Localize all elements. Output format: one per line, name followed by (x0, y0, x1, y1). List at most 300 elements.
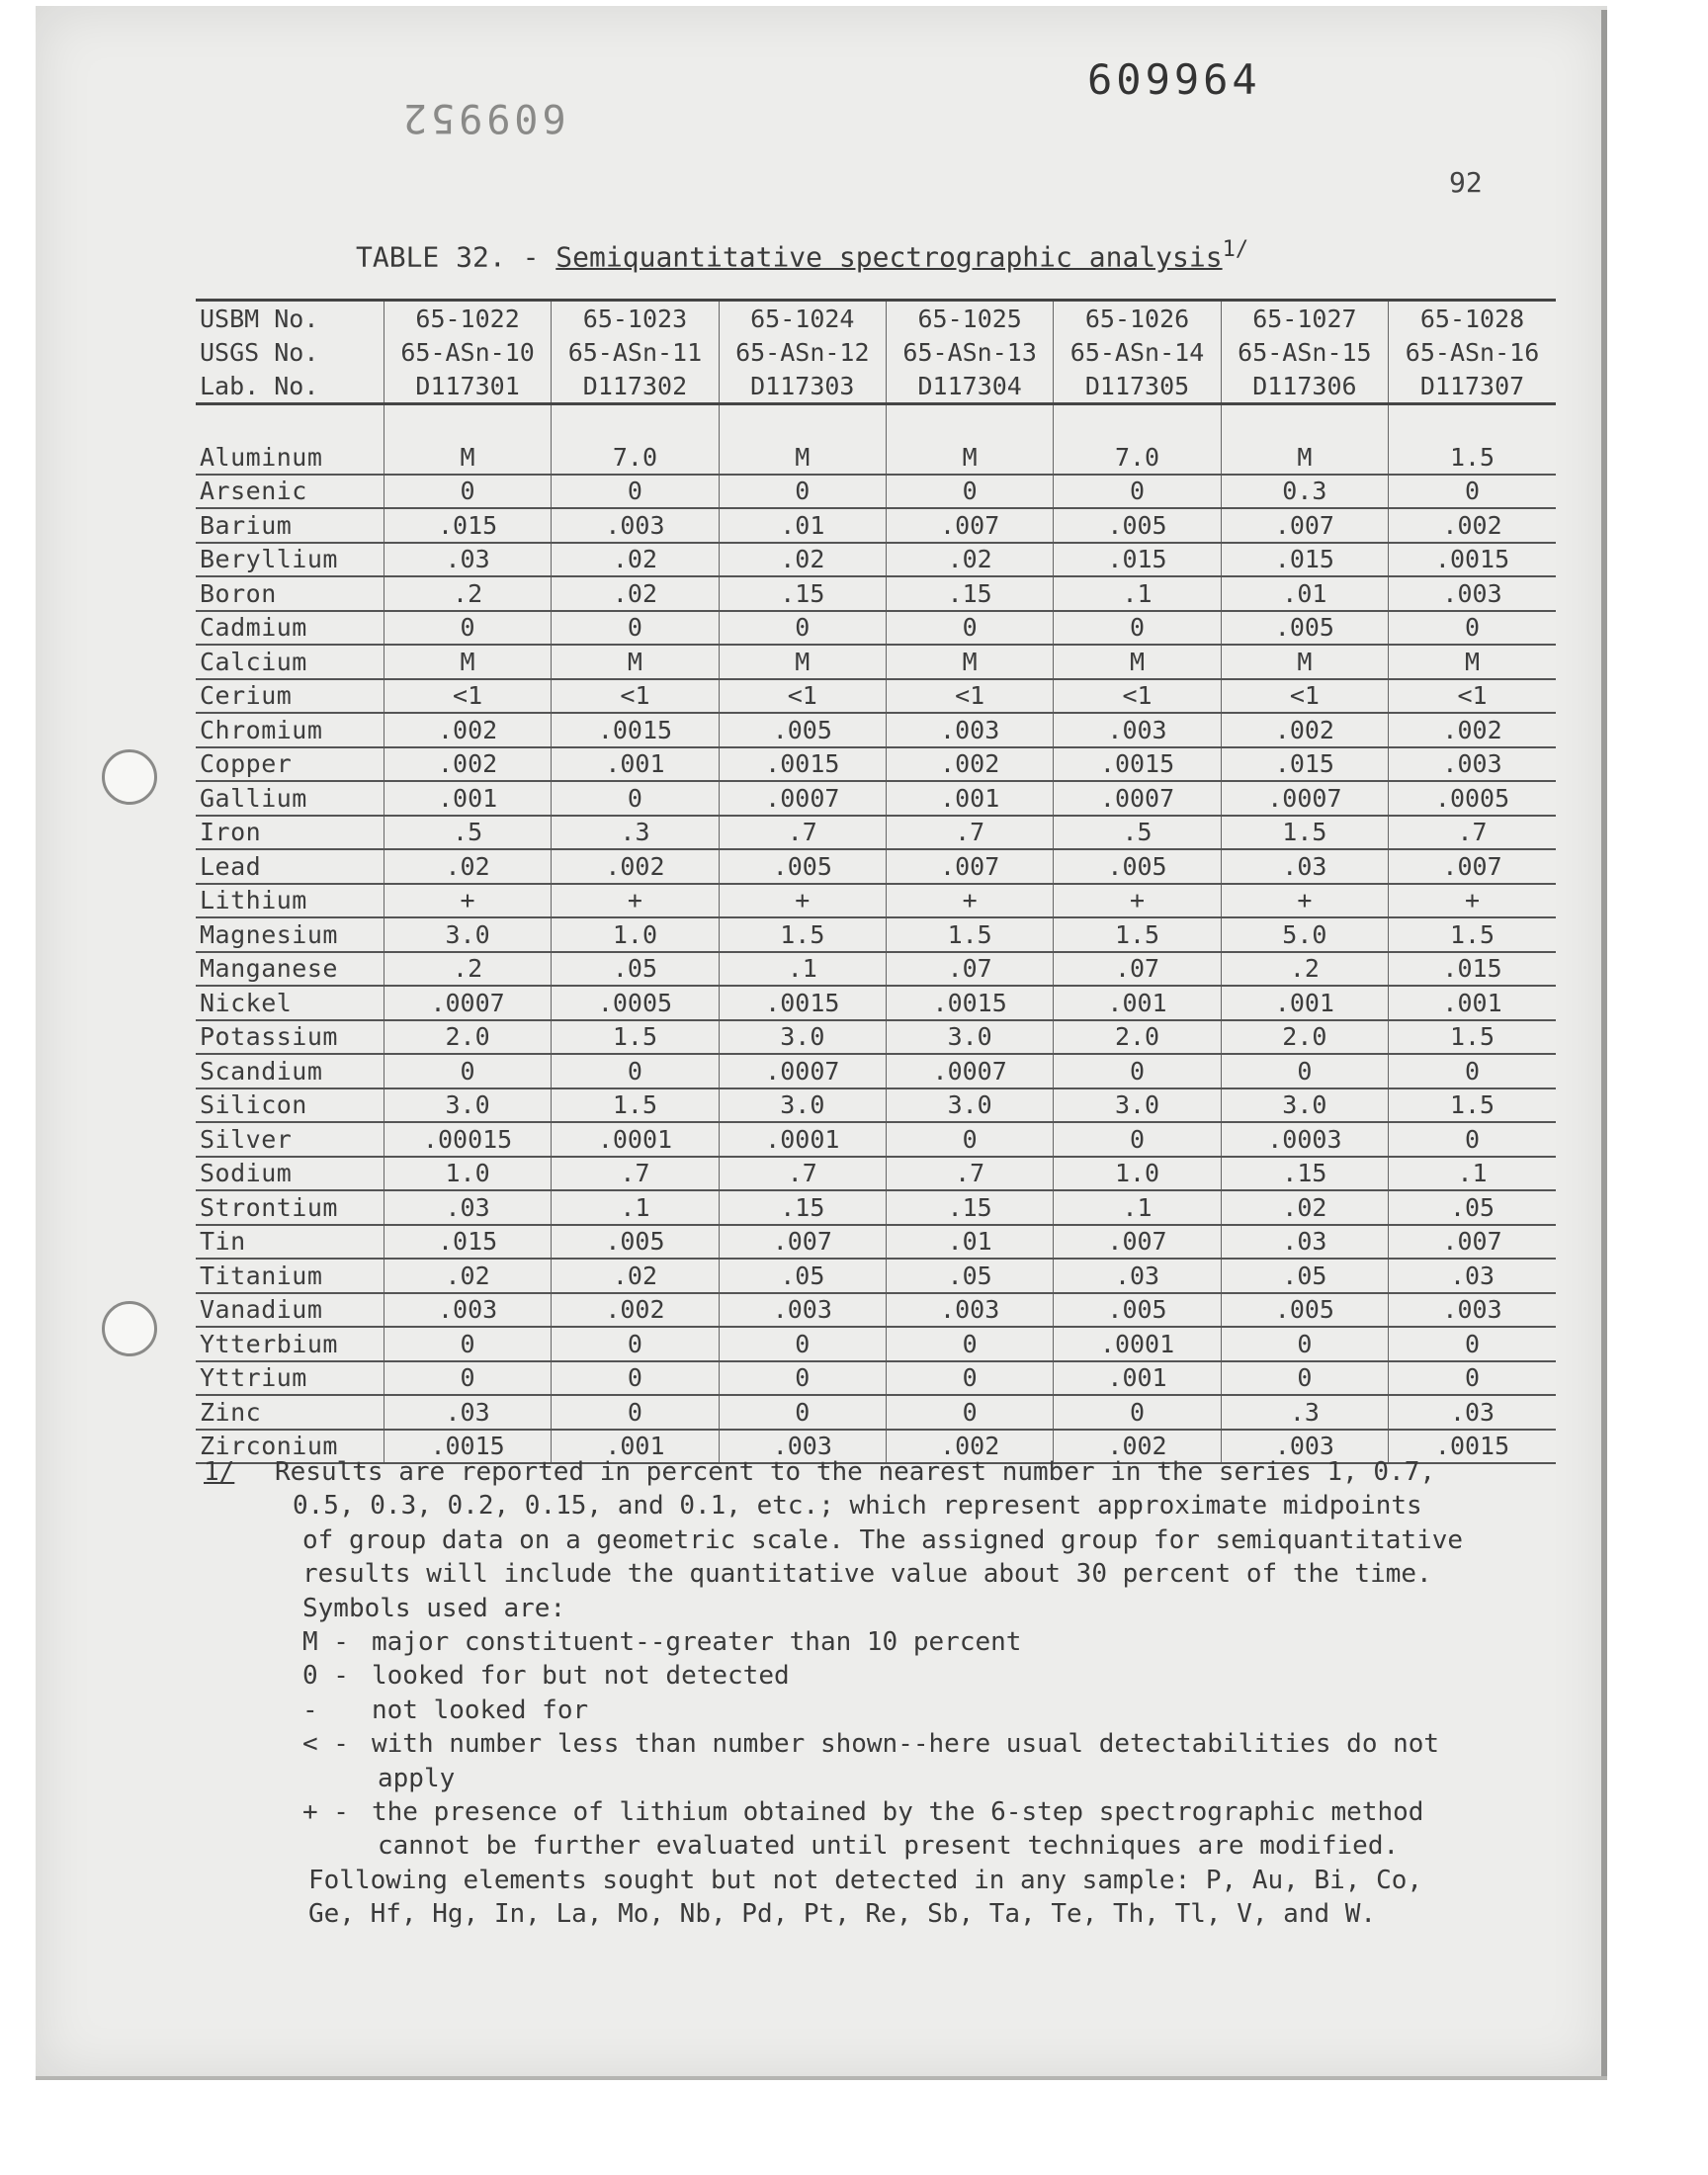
value-cell: .001 (886, 781, 1053, 816)
value-cell: .007 (1389, 1225, 1556, 1260)
value-cell: M (1221, 645, 1388, 679)
header-cell: D117304 (886, 369, 1053, 404)
value-cell: .003 (1389, 1293, 1556, 1328)
element-name: Aluminum (196, 441, 384, 475)
element-name: Vanadium (196, 1293, 384, 1328)
value-cell: .1 (719, 952, 886, 987)
value-cell: .05 (719, 1259, 886, 1293)
symbol-description: looked for but not detected (372, 1661, 790, 1692)
footnote-line (204, 1557, 1587, 1591)
spacer-row (196, 404, 1556, 442)
caption-footnote-ref: 1/ (1222, 237, 1249, 262)
value-cell: 3.0 (886, 1020, 1053, 1055)
spacer-cell (552, 404, 719, 442)
value-cell: 0 (552, 1361, 719, 1396)
value-cell: 0 (719, 1395, 886, 1430)
value-cell: 0 (552, 781, 719, 816)
value-cell: .02 (886, 543, 1053, 577)
value-cell: .0005 (552, 986, 719, 1020)
value-cell: .002 (552, 1293, 719, 1328)
header-cell: D117306 (1221, 369, 1388, 404)
value-cell: .007 (886, 508, 1053, 543)
value-cell: .01 (719, 508, 886, 543)
table-row (196, 1395, 1556, 1430)
element-name: Zirconium (196, 1430, 384, 1464)
value-cell: 3.0 (886, 1088, 1053, 1123)
value-cell: .0015 (1389, 1430, 1556, 1464)
element-name: Yttrium (196, 1361, 384, 1396)
value-cell: .001 (1054, 1361, 1221, 1396)
element-name: Potassium (196, 1020, 384, 1055)
footnote-text: Ge, Hf, Hg, In, La, Mo, Nb, Pd, Pt, Re, Sb, Ta, Te, Th, Tl, V, and W. (308, 1899, 1377, 1930)
value-cell: .003 (1389, 747, 1556, 782)
header-label: Lab. No. (196, 369, 384, 404)
table-row (196, 952, 1556, 987)
bleed-through-number: 609952 (399, 95, 566, 140)
value-cell: .15 (719, 576, 886, 611)
table-row (196, 611, 1556, 646)
value-cell: 2.0 (1221, 1020, 1388, 1055)
value-cell: <1 (552, 679, 719, 714)
table-row (196, 1054, 1556, 1088)
page-number: 92 (1449, 166, 1483, 199)
header-cell: 65-ASn-12 (719, 335, 886, 369)
value-cell: 0 (552, 1054, 719, 1088)
symbol-description: the presence of lithium obtained by the 6-step spectrographic method (372, 1796, 1424, 1827)
value-cell: .0007 (1221, 781, 1388, 816)
footnote-text: of group data on a geometric scale. The assigned group for semiquantitative (302, 1524, 1463, 1555)
table-row (196, 1190, 1556, 1225)
value-cell: .0001 (552, 1122, 719, 1157)
value-cell: <1 (886, 679, 1053, 714)
symbol-line (204, 1727, 1587, 1761)
value-cell: .03 (1221, 1225, 1388, 1260)
value-cell: .005 (719, 713, 886, 747)
value-cell: M (1221, 441, 1388, 475)
header-cell: 65-1024 (719, 302, 886, 335)
value-cell: .002 (1389, 713, 1556, 747)
value-cell: <1 (719, 679, 886, 714)
value-cell: 0 (384, 1327, 551, 1361)
value-cell: .05 (552, 952, 719, 987)
header-row (196, 302, 1556, 335)
value-cell: .015 (1389, 952, 1556, 987)
value-cell: .0007 (384, 986, 551, 1020)
value-cell: 0 (719, 1361, 886, 1396)
value-cell: .002 (886, 747, 1053, 782)
table-row (196, 1088, 1556, 1123)
value-cell: .003 (719, 1293, 886, 1328)
value-cell: 3.0 (719, 1020, 886, 1055)
value-cell: .002 (1389, 508, 1556, 543)
value-cell: .07 (886, 952, 1053, 987)
header-cell: 65-ASn-11 (552, 335, 719, 369)
value-cell: .03 (384, 1395, 551, 1430)
value-cell: .15 (1221, 1157, 1388, 1191)
symbol-glyph: M - (302, 1626, 349, 1657)
value-cell: M (1389, 645, 1556, 679)
value-cell: .001 (384, 781, 551, 816)
element-name: Ytterbium (196, 1327, 384, 1361)
header-cell: 65-ASn-15 (1221, 335, 1388, 369)
value-cell: 7.0 (1054, 441, 1221, 475)
element-name: Iron (196, 816, 384, 850)
value-cell: .3 (552, 816, 719, 850)
table-row (196, 1122, 1556, 1157)
table-row (196, 679, 1556, 714)
value-cell: .015 (384, 1225, 551, 1260)
value-cell: 0 (552, 611, 719, 646)
value-cell: .003 (384, 1293, 551, 1328)
value-cell: 0 (1389, 1122, 1556, 1157)
symbol-glyph: 0 - (302, 1661, 349, 1692)
symbol-glyph: < - (302, 1729, 349, 1760)
value-cell: + (1221, 884, 1388, 918)
header-cell: 65-ASn-13 (886, 335, 1053, 369)
value-cell: M (886, 441, 1053, 475)
value-cell: .0001 (1054, 1327, 1221, 1361)
value-cell: .02 (719, 543, 886, 577)
header-cell: D117301 (384, 369, 551, 404)
punch-hole-icon (102, 749, 157, 805)
table-row (196, 747, 1556, 782)
value-cell: 0 (1054, 475, 1221, 509)
footnote-line (204, 1592, 1587, 1625)
header-cell: 65-ASn-10 (384, 335, 551, 369)
value-cell: .003 (886, 1293, 1053, 1328)
table-row (196, 884, 1556, 918)
table-row (196, 441, 1556, 475)
element-name: Cadmium (196, 611, 384, 646)
value-cell: + (384, 884, 551, 918)
table-row (196, 645, 1556, 679)
value-cell: .00015 (384, 1122, 551, 1157)
value-cell: 0 (384, 475, 551, 509)
footnote-text: Symbols used are: (302, 1593, 566, 1623)
symbol-glyph: + - (302, 1796, 349, 1827)
value-cell: .7 (886, 1157, 1053, 1191)
value-cell: .02 (552, 576, 719, 611)
value-cell: .7 (886, 816, 1053, 850)
value-cell: .05 (1221, 1259, 1388, 1293)
header-row (196, 335, 1556, 369)
value-cell: 0 (1221, 1054, 1388, 1088)
value-cell: .01 (1221, 576, 1388, 611)
value-cell: .0015 (1389, 543, 1556, 577)
table-row (196, 576, 1556, 611)
value-cell: 3.0 (1221, 1088, 1388, 1123)
value-cell: .0007 (719, 781, 886, 816)
document-number: 609964 (1087, 55, 1261, 104)
element-name: Zinc (196, 1395, 384, 1430)
value-cell: .03 (1389, 1259, 1556, 1293)
value-cell: .1 (552, 1190, 719, 1225)
symbol-line (204, 1829, 1587, 1863)
value-cell: .5 (384, 816, 551, 850)
element-name: Magnesium (196, 917, 384, 952)
value-cell: 3.0 (719, 1088, 886, 1123)
symbol-description: major constituent--greater than 10 percent (372, 1626, 1022, 1657)
spectrographic-analysis-table (196, 299, 1556, 1464)
spacer-cell (1054, 404, 1221, 442)
value-cell: .007 (1054, 1225, 1221, 1260)
value-cell: .002 (384, 747, 551, 782)
value-cell: 1.5 (1221, 816, 1388, 850)
footnote-line (204, 1897, 1587, 1931)
value-cell: 0 (886, 475, 1053, 509)
element-name: Boron (196, 576, 384, 611)
symbol-line (204, 1625, 1587, 1659)
value-cell: .001 (552, 1430, 719, 1464)
footnote (204, 1455, 1587, 1931)
value-cell: .015 (1054, 543, 1221, 577)
element-name: Sodium (196, 1157, 384, 1191)
value-cell: .03 (1221, 849, 1388, 884)
value-cell: 0 (886, 1395, 1053, 1430)
value-cell: <1 (384, 679, 551, 714)
value-cell: 0 (1389, 475, 1556, 509)
value-cell: .15 (719, 1190, 886, 1225)
table-header (196, 301, 1556, 404)
symbol-description: apply (378, 1763, 456, 1793)
value-cell: 0 (1054, 1122, 1221, 1157)
header-cell: 65-1026 (1054, 302, 1221, 335)
value-cell: .0001 (719, 1122, 886, 1157)
value-cell: 0 (1389, 611, 1556, 646)
header-cell: D117305 (1054, 369, 1221, 404)
element-name: Strontium (196, 1190, 384, 1225)
header-label: USBM No. (200, 304, 319, 333)
value-cell: .02 (552, 543, 719, 577)
value-cell: <1 (1221, 679, 1388, 714)
value-cell: .1 (1054, 576, 1221, 611)
symbol-line (204, 1795, 1587, 1829)
table-row (196, 917, 1556, 952)
table-row (196, 475, 1556, 509)
value-cell: M (552, 645, 719, 679)
value-cell: .0007 (1054, 781, 1221, 816)
footnote-text: Following elements sought but not detected in any sample: P, Au, Bi, Co, (308, 1865, 1423, 1895)
value-cell: 0 (384, 1054, 551, 1088)
value-cell: 1.5 (719, 917, 886, 952)
value-cell: 1.5 (552, 1020, 719, 1055)
value-cell: .003 (1054, 713, 1221, 747)
value-cell: 0 (1054, 1054, 1221, 1088)
table-caption (356, 237, 1248, 273)
value-cell: M (719, 645, 886, 679)
value-cell: 0 (384, 1361, 551, 1396)
value-cell: .005 (1054, 1293, 1221, 1328)
value-cell: 0 (1221, 1361, 1388, 1396)
value-cell: .003 (719, 1430, 886, 1464)
element-name: Gallium (196, 781, 384, 816)
value-cell: 0 (719, 611, 886, 646)
value-cell: .005 (1221, 1293, 1388, 1328)
value-cell: <1 (1389, 679, 1556, 714)
element-name: Lithium (196, 884, 384, 918)
value-cell: M (1054, 645, 1221, 679)
footnote-text: results will include the quantitative value about 30 percent of the time. (302, 1559, 1432, 1590)
value-cell: 0 (552, 1327, 719, 1361)
value-cell: 3.0 (384, 1088, 551, 1123)
value-cell: .007 (1389, 849, 1556, 884)
element-name: Titanium (196, 1259, 384, 1293)
footnote-mark: 1/ (204, 1457, 235, 1487)
value-cell: .015 (384, 508, 551, 543)
value-cell: M (384, 645, 551, 679)
spacer-cell (886, 404, 1053, 442)
header-cell: D117302 (552, 369, 719, 404)
value-cell: 0 (1054, 1395, 1221, 1430)
header-cell: 65-1023 (552, 302, 719, 335)
footnote-line (204, 1864, 1587, 1897)
footnote-text: Results are reported in percent to the nearest number in the series 1, 0.7, (275, 1457, 1435, 1487)
table-row (196, 816, 1556, 850)
element-name: Manganese (196, 952, 384, 987)
table-row (196, 1327, 1556, 1361)
value-cell: 1.0 (1054, 1157, 1221, 1191)
element-name: Chromium (196, 713, 384, 747)
spacer-cell (1221, 404, 1388, 442)
value-cell: M (886, 645, 1053, 679)
element-name: Lead (196, 849, 384, 884)
element-name: Copper (196, 747, 384, 782)
value-cell: .07 (1054, 952, 1221, 987)
element-name: Silicon (196, 1088, 384, 1123)
value-cell: .002 (1221, 713, 1388, 747)
header-cell: D117307 (1389, 369, 1556, 404)
spacer-cell (196, 404, 384, 442)
symbol-line (204, 1659, 1587, 1693)
value-cell: .2 (1221, 952, 1388, 987)
value-cell: 1.5 (886, 917, 1053, 952)
value-cell: .003 (1221, 1430, 1388, 1464)
value-cell: .7 (552, 1157, 719, 1191)
table-row (196, 1361, 1556, 1396)
footnote-line (204, 1489, 1587, 1522)
value-cell: .15 (886, 1190, 1053, 1225)
value-cell: 0 (886, 611, 1053, 646)
value-cell: .002 (384, 713, 551, 747)
value-cell: .2 (384, 576, 551, 611)
value-cell: + (552, 884, 719, 918)
symbol-description: not looked for (372, 1695, 589, 1725)
value-cell: 0 (886, 1361, 1053, 1396)
value-cell: .02 (384, 849, 551, 884)
element-name: Silver (196, 1122, 384, 1157)
spacer-cell (1389, 404, 1556, 442)
value-cell: .007 (1221, 508, 1388, 543)
header-cell: 65-1028 (1389, 302, 1556, 335)
value-cell: 0.3 (1221, 475, 1388, 509)
value-cell: .002 (1054, 1430, 1221, 1464)
element-name: Scandium (196, 1054, 384, 1088)
value-cell: + (1054, 884, 1221, 918)
value-cell: .1 (1054, 1190, 1221, 1225)
caption-prefix: TABLE 32. - (356, 240, 556, 274)
footnote-line (204, 1455, 1587, 1489)
value-cell: + (719, 884, 886, 918)
value-cell: 1.0 (384, 1157, 551, 1191)
value-cell: .7 (1389, 816, 1556, 850)
value-cell: .02 (384, 1259, 551, 1293)
value-cell: .003 (886, 713, 1053, 747)
table-row (196, 1225, 1556, 1260)
table-row (196, 1157, 1556, 1191)
value-cell: 1.5 (1389, 441, 1556, 475)
value-cell: .03 (1054, 1259, 1221, 1293)
value-cell: M (384, 441, 551, 475)
table-row (196, 508, 1556, 543)
symbol-glyph: - (302, 1695, 318, 1725)
value-cell: M (719, 441, 886, 475)
value-cell: 0 (1054, 611, 1221, 646)
value-cell: .005 (1054, 849, 1221, 884)
spacer-cell (719, 404, 886, 442)
table-row (196, 1293, 1556, 1328)
value-cell: .005 (552, 1225, 719, 1260)
table-row (196, 543, 1556, 577)
value-cell: .0007 (886, 1054, 1053, 1088)
value-cell: .05 (1389, 1190, 1556, 1225)
value-cell: 5.0 (1221, 917, 1388, 952)
value-cell: 0 (384, 611, 551, 646)
value-cell: .3 (1221, 1395, 1388, 1430)
value-cell: .1 (1389, 1157, 1556, 1191)
value-cell: 1.5 (1389, 1020, 1556, 1055)
value-cell: .015 (1221, 747, 1388, 782)
value-cell: .005 (719, 849, 886, 884)
value-cell: .0007 (719, 1054, 886, 1088)
element-name: Arsenic (196, 475, 384, 509)
table-body (196, 404, 1556, 1464)
footnote-line (204, 1523, 1587, 1557)
punch-hole-icon (102, 1301, 157, 1356)
value-cell: .007 (886, 849, 1053, 884)
value-cell: <1 (1054, 679, 1221, 714)
value-cell: 1.5 (552, 1088, 719, 1123)
header-cell: 65-ASn-16 (1389, 335, 1556, 369)
symbol-legend (204, 1625, 1587, 1864)
element-name: Beryllium (196, 543, 384, 577)
value-cell: .007 (719, 1225, 886, 1260)
value-cell: 2.0 (384, 1020, 551, 1055)
value-cell: 0 (1389, 1327, 1556, 1361)
table-row (196, 713, 1556, 747)
value-cell: 1.5 (1389, 1088, 1556, 1123)
element-name: Cerium (196, 679, 384, 714)
value-cell: .001 (552, 747, 719, 782)
value-cell: 1.5 (1054, 917, 1221, 952)
element-name: Tin (196, 1225, 384, 1260)
caption-title: Semiquantitative spectrographic analysis (555, 240, 1223, 274)
value-cell: 0 (886, 1122, 1053, 1157)
element-name: Calcium (196, 645, 384, 679)
value-cell: 0 (719, 1327, 886, 1361)
header-cell: 65-ASn-14 (1054, 335, 1221, 369)
header-cell: 65-1027 (1221, 302, 1388, 335)
value-cell: .005 (1221, 611, 1388, 646)
value-cell: .7 (719, 816, 886, 850)
value-cell: .0005 (1389, 781, 1556, 816)
value-cell: .003 (552, 508, 719, 543)
value-cell: .5 (1054, 816, 1221, 850)
header-cell: D117303 (719, 369, 886, 404)
value-cell: 3.0 (1054, 1088, 1221, 1123)
header-label: USGS No. (200, 337, 319, 367)
value-cell: .001 (1221, 986, 1388, 1020)
symbol-description: with number less than number shown--here usual detectabilities do not (372, 1729, 1440, 1760)
